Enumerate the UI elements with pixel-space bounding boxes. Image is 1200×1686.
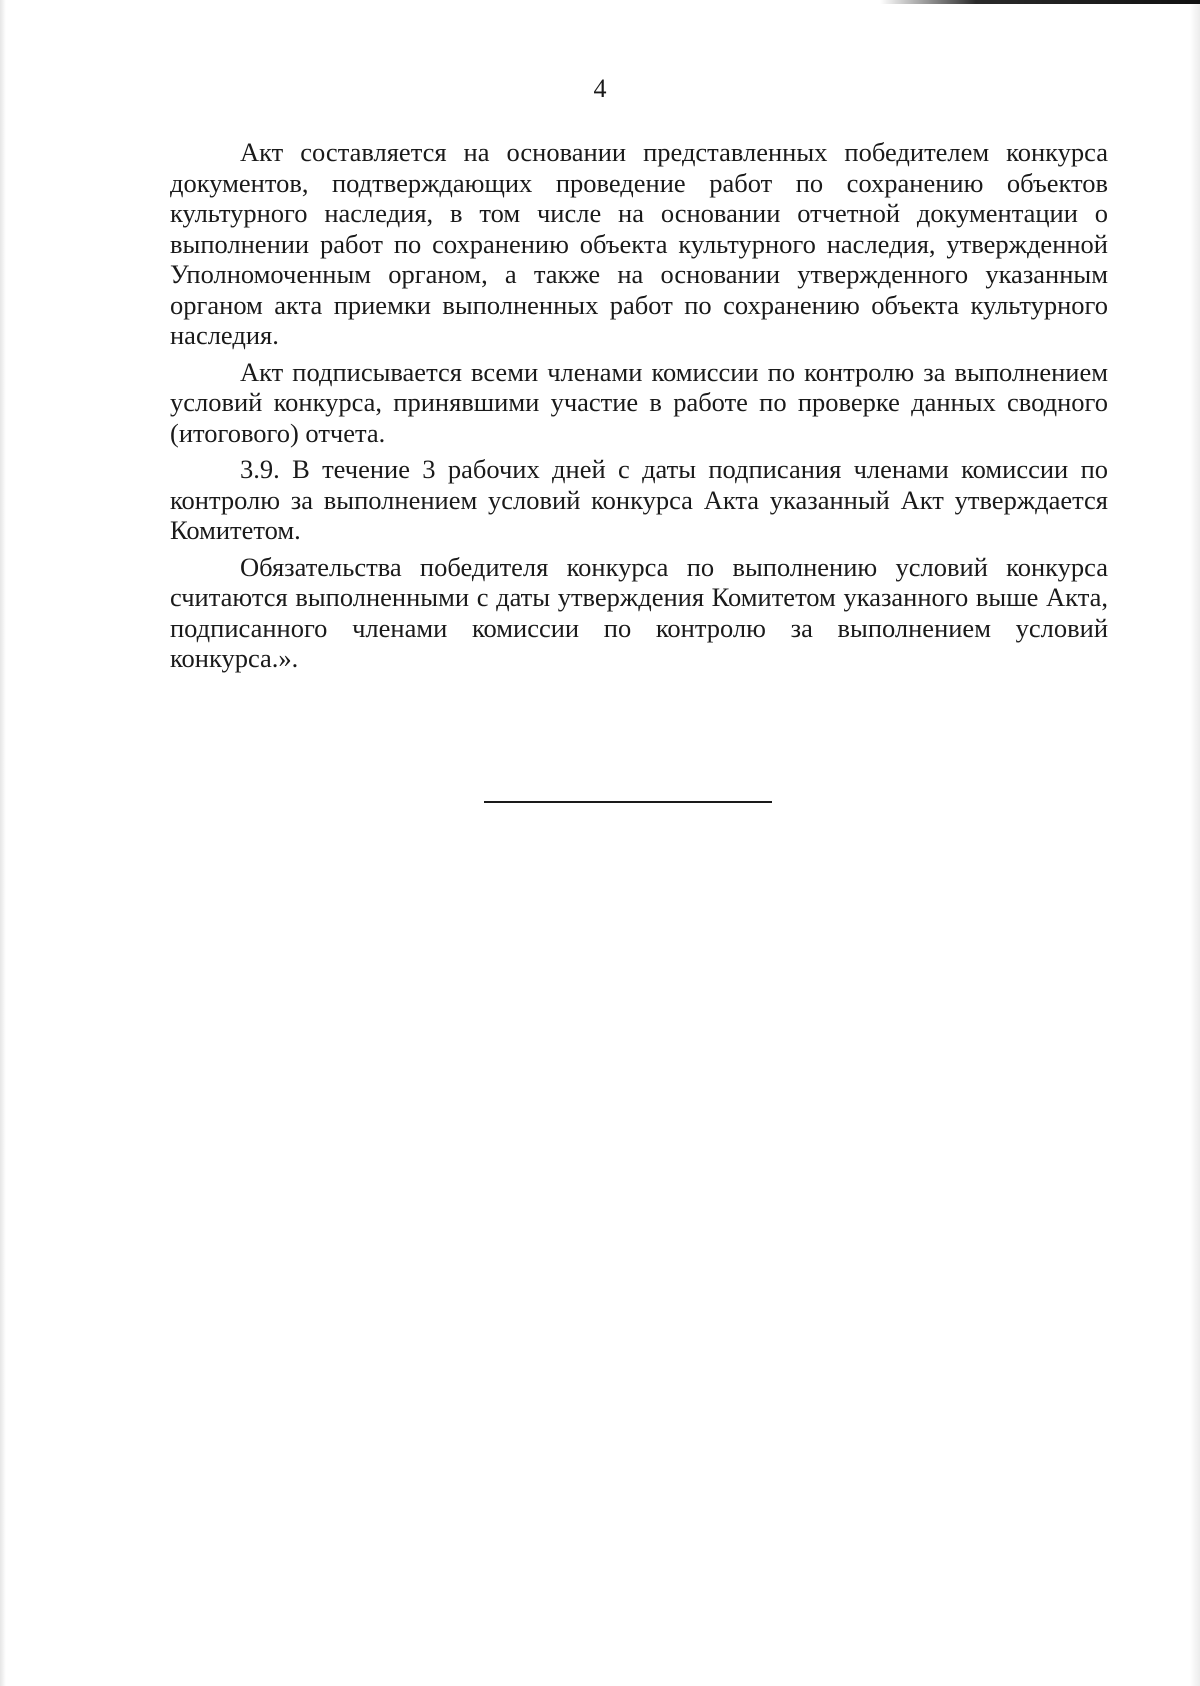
end-of-text-rule bbox=[484, 801, 772, 803]
scan-edge-right bbox=[1190, 0, 1200, 1686]
document-body bbox=[170, 137, 1108, 680]
paragraph-clause-3-9: 3.9. В течение 3 рабочих дней с даты подписания членами комиссии по контролю за выполнением условий конкурса Акта указанный Акт утверждается Комитетом. bbox=[170, 454, 1108, 545]
scan-top-rule bbox=[880, 0, 1200, 4]
paragraph-obligations: Обязательства победителя конкурса по выполнению условий конкурса считаются выполненными с даты утверждения Комитетом указанного выше Акта, подписанного членами комиссии по контролю за выполнением условий конкурса.». bbox=[170, 551, 1108, 673]
paragraph-act-basis: Акт составляется на основании представленных победителем конкурса документов, подтверждающих проведение работ по сохранению объектов культурного наследия, в том числе на основании отчетной документации о выполнении работ по сохранению объекта культурного наследия, утвержденной Уполномоченным органом, а также на основании утвержденного указанным органом акта приемки выполненных работ по сохранению объекта культурного наследия. bbox=[170, 137, 1108, 350]
scan-edge-left bbox=[0, 0, 6, 1686]
page-number: 4 bbox=[593, 74, 607, 103]
paragraph-act-signing: Акт подписывается всеми членами комиссии по контролю за выполнением условий конкурса, принявшими участие в работе по проверке данных сводного (итогового) отчета. bbox=[170, 356, 1108, 448]
